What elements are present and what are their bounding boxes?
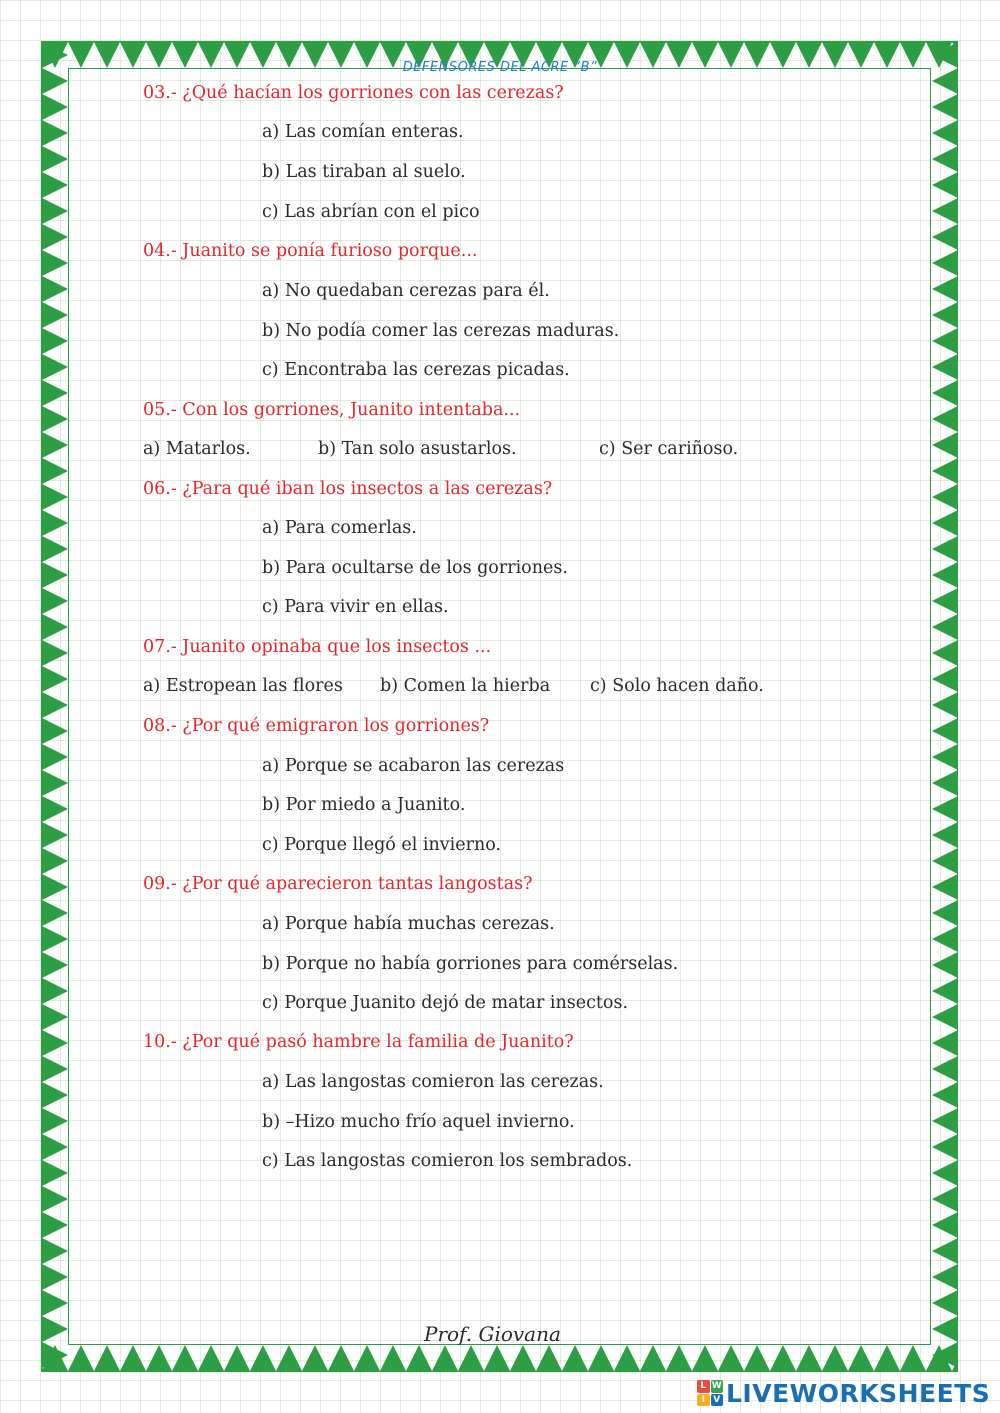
zigzag-border-left <box>42 42 68 1371</box>
option-07-c[interactable]: c) Solo hacen daño. <box>590 676 764 696</box>
option-06-b[interactable]: b) Para ocultarse de los gorriones. <box>262 558 568 578</box>
option-03-a[interactable]: a) Las comían enteras. <box>262 122 464 142</box>
question-09: 09.- ¿Por qué aparecieron tantas langostas? <box>143 874 533 894</box>
option-07-b[interactable]: b) Comen la hierba <box>380 676 551 696</box>
liveworksheets-wordmark: LIVEWORKSHEETS <box>726 1378 991 1408</box>
option-10-a[interactable]: a) Las langostas comieron las cerezas. <box>262 1072 604 1092</box>
question-06: 06.- ¿Para qué iban los insectos a las cerezas? <box>143 479 553 499</box>
option-05-b[interactable]: b) Tan solo asustarlos. <box>318 439 517 459</box>
zigzag-segment <box>932 42 958 1371</box>
zigzag-border-bottom <box>42 1345 958 1371</box>
option-09-a[interactable]: a) Porque había muchas cerezas. <box>262 914 555 934</box>
option-10-c[interactable]: c) Las langostas comieron los sembrados. <box>262 1151 633 1171</box>
question-10: 10.- ¿Por qué pasó hambre la familia de Juanito? <box>143 1032 574 1052</box>
option-03-b[interactable]: b) Las tiraban al suelo. <box>262 162 466 182</box>
option-04-c[interactable]: c) Encontraba las cerezas picadas. <box>262 360 570 380</box>
option-05-a[interactable]: a) Matarlos. <box>143 439 251 459</box>
liveworksheets-watermark <box>697 1378 990 1408</box>
option-03-c[interactable]: c) Las abrían con el pico <box>262 202 480 222</box>
option-04-a[interactable]: a) No quedaban cerezas para él. <box>262 281 550 301</box>
option-08-c[interactable]: c) Porque llegó el invierno. <box>262 835 502 855</box>
option-08-a[interactable]: a) Porque se acabaron las cerezas <box>262 756 565 776</box>
option-06-c[interactable]: c) Para vivir en ellas. <box>262 597 449 617</box>
question-03: 03.- ¿Qué hacían los gorriones con las cerezas? <box>143 83 564 103</box>
option-06-a[interactable]: a) Para comerlas. <box>262 518 417 538</box>
option-10-b[interactable]: b) –Hizo mucho frío aquel invierno. <box>262 1112 575 1132</box>
logo-tile: L <box>697 1380 710 1393</box>
logo-tile: W <box>711 1381 722 1391</box>
option-09-c[interactable]: c) Porque Juanito dejó de matar insectos. <box>262 993 629 1013</box>
logo-tile: V <box>711 1394 724 1407</box>
question-05: 05.- Con los gorriones, Juanito intentaba... <box>143 400 521 420</box>
teacher-signature: Prof. Giovana <box>424 1322 561 1346</box>
liveworksheets-logo-icon <box>697 1380 723 1406</box>
zigzag-segment <box>42 1345 958 1371</box>
option-05-c[interactable]: c) Ser cariñoso. <box>599 439 739 459</box>
worksheet-header-title: DEFENSORES DEL ACRE “B” <box>402 60 598 75</box>
zigzag-segment <box>42 42 68 1371</box>
logo-tile: I <box>697 1394 710 1407</box>
zigzag-border-right <box>932 42 958 1371</box>
option-09-b[interactable]: b) Porque no había gorriones para comérselas. <box>262 954 679 974</box>
option-04-b[interactable]: b) No podía comer las cerezas maduras. <box>262 321 620 341</box>
option-08-b[interactable]: b) Por miedo a Juanito. <box>262 795 466 815</box>
option-07-a[interactable]: a) Estropean las flores <box>143 676 343 696</box>
question-08: 08.- ¿Por qué emigraron los gorriones? <box>143 716 490 736</box>
question-04: 04.- Juanito se ponía furioso porque... <box>143 241 478 261</box>
question-07: 07.- Juanito opinaba que los insectos ... <box>143 637 492 657</box>
